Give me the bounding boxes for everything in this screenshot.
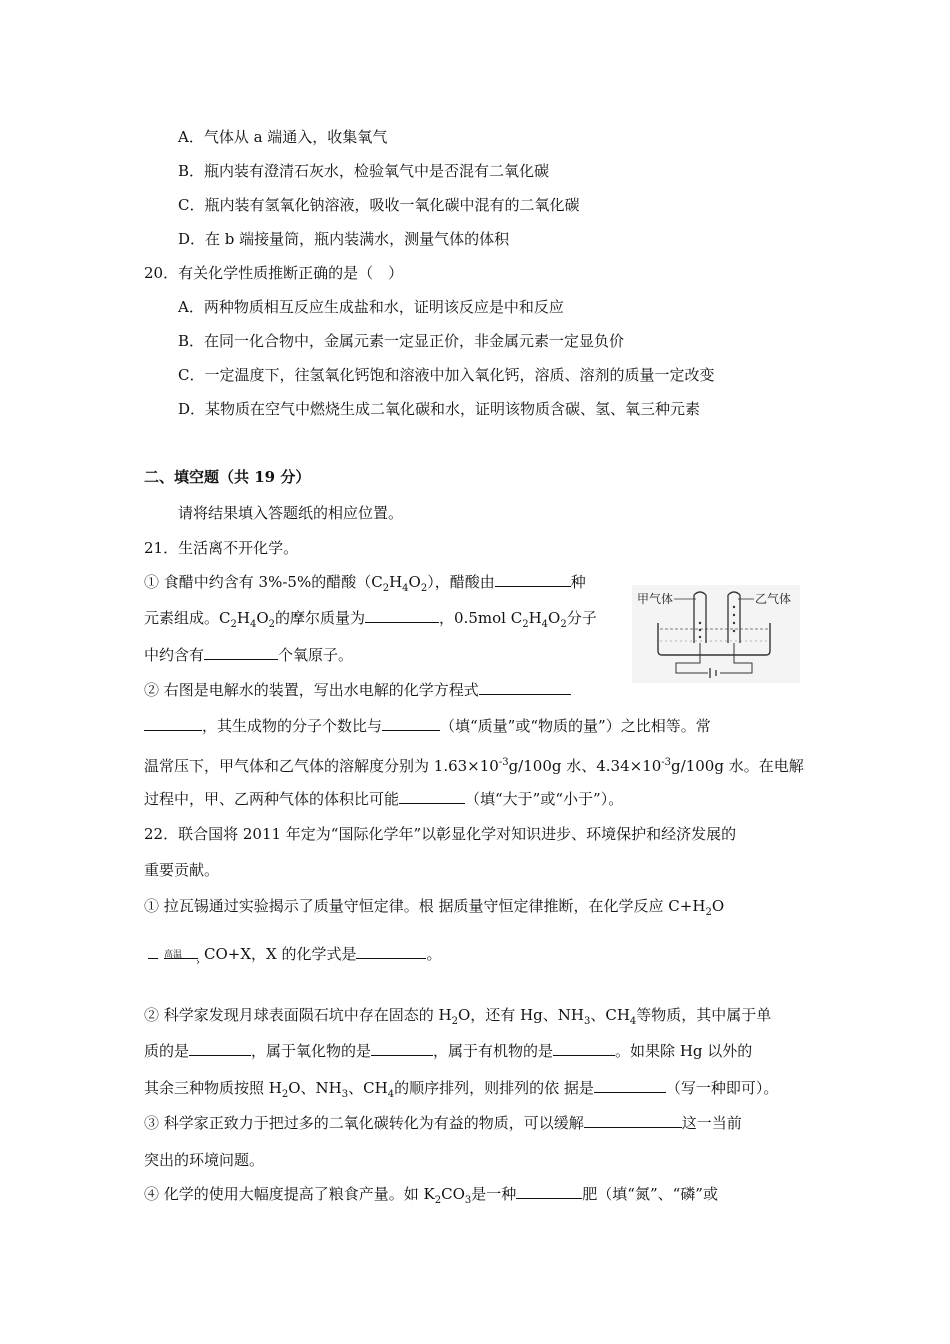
q19-option-a: A．气体从 a 端通入，收集氧气 xyxy=(178,128,388,146)
q22-line3-text-b: O xyxy=(711,897,725,915)
sub: 2 xyxy=(560,619,567,630)
arrow-lead xyxy=(148,958,158,959)
sub: 2 xyxy=(230,619,237,630)
q20-option-b: B．在同一化合物中，金属元素一定显正价，非金属元素一定显负价 xyxy=(178,332,625,350)
q22-line6-text-b: ，属于氧化物的是 xyxy=(251,1042,372,1060)
arrow-head-icon: › xyxy=(196,957,200,968)
q21-line6-text-b: g/100g 水、4.34×10 xyxy=(508,757,662,775)
sub: 4 xyxy=(387,1089,395,1100)
q21-line3 xyxy=(144,645,353,665)
q21-line6 xyxy=(144,753,804,776)
q21-line2-text-c: ，0.5mol C xyxy=(439,609,523,627)
reaction-arrow xyxy=(148,944,204,968)
sub: 3 xyxy=(464,1195,472,1206)
q22-line2: 重要贡献。 xyxy=(144,861,220,879)
answer-blank[interactable] xyxy=(399,789,465,804)
exponent: -3 xyxy=(661,757,672,768)
q22-line3 xyxy=(144,896,724,923)
sub: 2 xyxy=(434,1195,442,1206)
answer-blank[interactable] xyxy=(584,1113,682,1128)
sub: 4 xyxy=(541,619,549,630)
sub: 3 xyxy=(341,1089,349,1100)
sub: 2 xyxy=(451,1016,458,1027)
answer-blank[interactable] xyxy=(356,944,426,959)
q21-line7 xyxy=(144,789,623,809)
q22-line7-text-e: （写一种即可）。 xyxy=(665,1079,779,1097)
q22-line10-text-a: ④ 化学的使用大幅度提高了粮食产量。如 K xyxy=(144,1185,435,1203)
answer-blank[interactable] xyxy=(189,1041,251,1056)
q22-line5-text-b: O，还有 Hg、NH xyxy=(458,1006,584,1024)
q22-line6 xyxy=(144,1041,752,1061)
sub: 2 xyxy=(382,583,390,594)
q22-line7 xyxy=(144,1078,778,1105)
q20-option-d: D．某物质在空气中燃烧生成二氧化碳和水，证明该物质含碳、氢、氧三种元素 xyxy=(178,400,701,418)
q20-option-a: A．两种物质相互反应生成盐和水，证明该反应是中和反应 xyxy=(178,298,564,316)
answer-blank[interactable] xyxy=(516,1184,582,1199)
label-gas-a: 甲气体 xyxy=(637,592,674,606)
q21-line1: ① 食醋中约含有 3%-5%的醋酸$(C_2H_4O_2)$，醋酸由 种 xyxy=(144,573,586,594)
answer-blank[interactable] xyxy=(594,1078,666,1093)
q22-line5-text-a: ② 科学家发现月球表面陨石坑中存在固态的 H xyxy=(144,1006,452,1024)
q20-stem: 20．有关化学性质推断正确的是（ ） xyxy=(144,264,404,282)
q21-line1-text-a: ① 食醋中约含有 3%-5%的醋酸（C xyxy=(144,573,383,591)
sub: 2 xyxy=(281,1089,289,1100)
q22-line8 xyxy=(144,1113,742,1133)
sub: 2 xyxy=(705,907,712,918)
q22-line5 xyxy=(144,1005,771,1032)
reaction-condition: 高温 xyxy=(164,950,183,960)
answer-blank[interactable] xyxy=(382,716,440,731)
q22-line8-text-a: ③ 科学家正致力于把过多的二氧化碳转化为有益的物质，可以缓解 xyxy=(144,1114,584,1132)
q22-line7-text-d: 的顺序排列，则排列的依 据是 xyxy=(394,1079,594,1097)
q21-line6-text-a: 温常压下，甲气体和乙气体的溶解度分别为 1.63×10 xyxy=(144,757,499,775)
q22-line10-text-d: 肥（填“氮”、“磷”或 xyxy=(582,1185,718,1203)
q21-line2-text-d: 分子 xyxy=(566,609,597,627)
q22-line6-text-a: 质的是 xyxy=(144,1042,190,1060)
q22-line7-text-a: 其余三种物质按照 H xyxy=(144,1079,282,1097)
q21-line4-text: ② 右图是电解水的装置，写出水电解的化学方程式 xyxy=(144,681,479,699)
answer-blank[interactable] xyxy=(553,1041,615,1056)
answer-blank[interactable] xyxy=(365,608,439,623)
q22-line5-text-c: 、CH xyxy=(590,1006,630,1024)
q22-line7-text-b: O、NH xyxy=(288,1079,342,1097)
q21-line2: 元素组成。$C_2H_4O_2$的摩尔质量为 ，0.5mol $C_2H_4O_2$分子 xyxy=(144,609,597,630)
q22-line7-text-c: 、CH xyxy=(348,1079,388,1097)
sub: 4 xyxy=(402,583,409,594)
label-gas-b: 乙气体 xyxy=(755,592,792,606)
q22-line9: 突出的环境问题。 xyxy=(144,1151,265,1169)
exponent: -3 xyxy=(498,757,509,768)
q19-option-b: B．瓶内装有澄清石灰水，检验氧气中是否混有二氧化碳 xyxy=(178,162,550,180)
q19-option-d: D．在 b 端接量筒，瓶内装满水，测量气体的体积 xyxy=(178,230,510,248)
answer-blank[interactable] xyxy=(495,572,571,587)
q21-line3-text-a: 中约含有 xyxy=(144,646,205,664)
q22-line1: 22．联合国将 2011 年定为“国际化学年”以彰显化学对知识进步、环境保护和经济发展的 xyxy=(144,825,737,843)
q21-line2-text-a: 元素组成。C xyxy=(144,609,231,627)
sub: 3 xyxy=(583,1016,591,1027)
q22-line6-text-d: 。如果除 Hg 以外的 xyxy=(615,1042,753,1060)
answer-blank[interactable] xyxy=(371,1041,433,1056)
q21-line1-text-c: 种 xyxy=(570,573,586,591)
q22-line5-text-d: 等物质，其中属于单 xyxy=(636,1006,772,1024)
q21-stem: 21．生活离不开化学。 xyxy=(144,539,299,557)
sub: 2 xyxy=(420,583,428,594)
q21-line5-text-a: ，其生成物的分子个数比与 xyxy=(202,717,383,735)
q21-line7-text-a: 过程中，甲、乙两种气体的体积比可能 xyxy=(144,790,400,808)
sub: 4 xyxy=(249,619,257,630)
q21-line1-text-b: ），醋酸由 xyxy=(427,573,495,591)
sub: 2 xyxy=(268,619,276,630)
answer-blank[interactable] xyxy=(479,680,571,695)
q21-line4 xyxy=(144,680,571,700)
q21-line5-text-b: （填“质量”或“物质的量”）之比相等。常 xyxy=(440,717,711,735)
q22-line4-text-b: 。 xyxy=(426,945,442,963)
sub: 4 xyxy=(629,1016,637,1027)
q22-line4 xyxy=(148,944,442,968)
q22-line10-text-b: CO xyxy=(441,1185,465,1203)
section-title: 二、填空题（共 19 分） xyxy=(144,468,311,486)
q21-line3-text-b: 个氧原子。 xyxy=(278,646,354,664)
q21-line5 xyxy=(144,716,711,736)
electrolysis-diagram xyxy=(632,585,800,683)
sub: 2 xyxy=(522,619,529,630)
answer-blank[interactable] xyxy=(144,716,202,731)
q22-line6-text-c: ，属于有机物的是 xyxy=(433,1042,554,1060)
q22-line10-text-c: 是一种 xyxy=(471,1185,517,1203)
answer-blank[interactable] xyxy=(204,645,278,660)
q19-option-c: C．瓶内装有氢氧化钠溶液，吸收一氧化碳中混有的二氧化碳 xyxy=(178,196,580,214)
q22-line10 xyxy=(144,1184,718,1211)
q21-line6-text-c: g/100g 水。在电解 xyxy=(671,757,804,775)
q21-line7-text-b: （填“大于”或“小于”）。 xyxy=(465,790,624,808)
q22-line8-text-b: 这一当前 xyxy=(681,1114,742,1132)
q21-line2-text-b: 的摩尔质量为 xyxy=(275,609,366,627)
q20-option-c: C．一定温度下，往氢氧化钙饱和溶液中加入氧化钙，溶质、溶剂的质量一定改变 xyxy=(178,366,715,384)
arrow-line xyxy=(164,958,198,959)
q22-line4-text-a: CO+X，X 的化学式是 xyxy=(204,945,357,963)
q22-line3-text-a: ① 拉瓦锡通过实验揭示了质量守恒定律。根 据质量守恒定律推断，在化学反应 C+H xyxy=(144,897,706,915)
section-instruction: 请将结果填入答题纸的相应位置。 xyxy=(178,504,404,522)
